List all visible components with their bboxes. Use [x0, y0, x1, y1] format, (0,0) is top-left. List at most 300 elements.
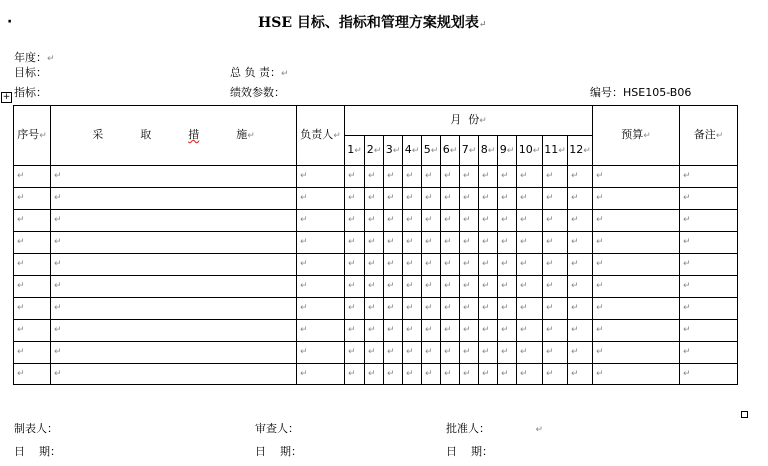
table-cell[interactable] — [568, 232, 593, 254]
table-cell[interactable] — [680, 320, 738, 342]
table-cell[interactable] — [422, 364, 441, 385]
table-cell[interactable] — [297, 298, 345, 320]
table-cell[interactable] — [568, 188, 593, 210]
paragraph-mark: ↵ — [683, 303, 691, 314]
paragraph-mark: ↵ — [348, 171, 356, 182]
table-cell[interactable] — [517, 166, 543, 188]
paragraph-mark: ↵ — [520, 215, 528, 226]
table-cell[interactable] — [14, 210, 51, 232]
month-cell — [460, 136, 479, 166]
target-field — [14, 66, 47, 79]
table-cell[interactable] — [479, 254, 498, 276]
table-cell[interactable] — [517, 254, 543, 276]
table-cell[interactable] — [51, 276, 297, 298]
table-cell[interactable] — [422, 342, 441, 364]
paragraph-mark: ↵ — [596, 347, 604, 358]
table-cell[interactable] — [441, 210, 460, 232]
table-cell[interactable] — [422, 276, 441, 298]
paragraph-mark: ↵ — [348, 325, 356, 336]
table-row — [14, 342, 738, 364]
table-row — [14, 276, 738, 298]
header-measures — [51, 106, 297, 166]
paragraph-mark: ↵ — [501, 171, 509, 182]
table-cell[interactable] — [422, 254, 441, 276]
table-cell[interactable] — [14, 276, 51, 298]
paragraph-mark: ↵ — [546, 215, 554, 226]
table-cell[interactable] — [297, 254, 345, 276]
table-cell[interactable] — [403, 298, 422, 320]
table-cell[interactable] — [460, 364, 479, 385]
table-cell[interactable] — [568, 364, 593, 385]
table-cell[interactable] — [680, 298, 738, 320]
table-cell[interactable] — [365, 364, 384, 385]
table-cell[interactable] — [479, 210, 498, 232]
paragraph-mark: ↵ — [300, 325, 308, 336]
table-cell[interactable] — [345, 364, 365, 385]
table-cell[interactable] — [498, 254, 517, 276]
paragraph-mark: ↵ — [333, 131, 341, 141]
paragraph-mark: ↵ — [425, 347, 433, 358]
month-cell — [543, 136, 568, 166]
paragraph-mark: ↵ — [281, 69, 289, 79]
table-cell[interactable] — [479, 342, 498, 364]
table-cell[interactable] — [51, 188, 297, 210]
table-cell[interactable] — [345, 166, 365, 188]
table-cell[interactable] — [543, 210, 568, 232]
table-cell[interactable] — [345, 276, 365, 298]
table-cell[interactable] — [441, 254, 460, 276]
table-cell[interactable] — [568, 342, 593, 364]
date-field — [255, 445, 302, 458]
table-cell[interactable] — [593, 276, 680, 298]
table-cell[interactable] — [441, 364, 460, 385]
paragraph-mark: ↵ — [463, 193, 471, 204]
table-cell[interactable] — [14, 342, 51, 364]
month-cell — [384, 136, 403, 166]
table-cell[interactable] — [14, 298, 51, 320]
paragraph-mark: ↵ — [17, 171, 25, 182]
table-cell[interactable] — [543, 298, 568, 320]
paragraph-mark: ↵ — [520, 368, 528, 379]
table-cell[interactable] — [460, 188, 479, 210]
paragraph-mark: ↵ — [392, 146, 401, 156]
paragraph-mark: ↵ — [546, 237, 554, 248]
table-row — [14, 254, 738, 276]
table-cell[interactable] — [593, 320, 680, 342]
table-cell[interactable] — [422, 232, 441, 254]
paragraph-mark: ↵ — [571, 215, 579, 226]
table-cell[interactable] — [568, 298, 593, 320]
table-cell[interactable] — [498, 298, 517, 320]
table-cell[interactable] — [403, 210, 422, 232]
table-cell[interactable] — [517, 276, 543, 298]
header-budget-text: 预算 — [621, 128, 644, 141]
header-month — [345, 106, 593, 136]
table-cell[interactable] — [517, 342, 543, 364]
paragraph-mark: ↵ — [300, 368, 308, 379]
month-number: 7 — [461, 143, 469, 156]
paragraph-mark: ↵ — [17, 259, 25, 270]
table-cell[interactable] — [51, 342, 297, 364]
table-cell[interactable] — [479, 364, 498, 385]
paragraph-mark: ↵ — [300, 193, 308, 204]
table-cell[interactable] — [460, 276, 479, 298]
table-cell[interactable] — [543, 232, 568, 254]
table-cell[interactable] — [680, 188, 738, 210]
table-cell[interactable] — [297, 232, 345, 254]
table-cell[interactable] — [460, 166, 479, 188]
table-cell[interactable] — [543, 276, 568, 298]
table-cell[interactable] — [441, 188, 460, 210]
table-cell[interactable] — [422, 188, 441, 210]
paragraph-mark: ↵ — [354, 146, 362, 156]
paragraph-mark: ↵ — [300, 303, 308, 314]
table-cell[interactable] — [384, 254, 403, 276]
table-cell[interactable] — [680, 210, 738, 232]
table-cell[interactable] — [297, 342, 345, 364]
table-cell[interactable] — [460, 210, 479, 232]
table-cell[interactable] — [498, 232, 517, 254]
table-cell[interactable] — [14, 320, 51, 342]
table-cell[interactable] — [498, 364, 517, 385]
table-cell[interactable] — [498, 188, 517, 210]
table-cell[interactable] — [543, 364, 568, 385]
table-cell[interactable] — [479, 298, 498, 320]
paragraph-mark: ↵ — [468, 146, 477, 156]
table-cell[interactable] — [365, 254, 384, 276]
table-cell[interactable] — [403, 254, 422, 276]
paragraph-mark: ↵ — [387, 259, 395, 270]
paragraph-mark: ↵ — [463, 325, 471, 336]
paragraph-mark: ↵ — [368, 368, 376, 379]
paragraph-mark: ↵ — [596, 171, 604, 182]
table-cell[interactable] — [384, 232, 403, 254]
month-cell — [517, 136, 543, 166]
table-cell[interactable] — [593, 298, 680, 320]
paragraph-mark: ↵ — [411, 146, 420, 156]
document-title-text: HSE 目标、指标和管理方案规划表 — [258, 15, 479, 31]
month-cell — [365, 136, 384, 166]
table-move-handle-icon[interactable]: + — [2, 92, 11, 102]
table-cell[interactable] — [51, 210, 297, 232]
month-cell — [568, 136, 593, 166]
paragraph-mark: ↵ — [479, 116, 487, 126]
table-cell[interactable] — [51, 232, 297, 254]
paragraph-mark: ↵ — [348, 368, 356, 379]
table-cell[interactable] — [441, 232, 460, 254]
paragraph-mark: ↵ — [520, 303, 528, 314]
table-cell[interactable] — [403, 320, 422, 342]
table-cell[interactable] — [51, 166, 297, 188]
table-cell[interactable] — [498, 276, 517, 298]
table-cell[interactable] — [403, 342, 422, 364]
table-cell[interactable] — [568, 254, 593, 276]
table-cell[interactable] — [14, 166, 51, 188]
table-cell[interactable] — [543, 254, 568, 276]
paragraph-mark: ↵ — [520, 171, 528, 182]
table-cell[interactable] — [345, 320, 365, 342]
paragraph-mark: ↵ — [571, 171, 579, 182]
table-cell[interactable] — [14, 254, 51, 276]
header-owner-text: 负责人 — [300, 128, 334, 141]
paragraph-mark: ↵ — [348, 193, 356, 204]
table-cell[interactable] — [680, 364, 738, 385]
paragraph-mark: ↵ — [683, 171, 691, 182]
table-cell[interactable] — [543, 188, 568, 210]
table-resize-handle-icon[interactable] — [741, 411, 748, 418]
paragraph-mark: ↵ — [300, 347, 308, 358]
paragraph-mark: ↵ — [387, 347, 395, 358]
table-cell[interactable] — [384, 298, 403, 320]
table-cell[interactable] — [422, 166, 441, 188]
paragraph-mark: ↵ — [596, 303, 604, 314]
table-cell[interactable] — [345, 342, 365, 364]
paragraph-mark: ↵ — [482, 281, 490, 292]
paragraph-mark: ↵ — [463, 303, 471, 314]
paragraph-mark: ↵ — [463, 259, 471, 270]
table-cell[interactable] — [365, 166, 384, 188]
approver-label: 批准人： — [446, 422, 490, 435]
table-cell[interactable] — [593, 342, 680, 364]
table-cell[interactable] — [593, 166, 680, 188]
table-cell[interactable] — [543, 342, 568, 364]
table-cell[interactable] — [345, 188, 365, 210]
paragraph-mark: ↵ — [406, 193, 414, 204]
table-cell[interactable] — [479, 188, 498, 210]
paragraph-mark: ↵ — [583, 146, 591, 156]
paragraph-mark: ↵ — [300, 237, 308, 248]
code-label: 编号：HSE105-B06 — [590, 86, 692, 99]
paragraph-mark: ↵ — [683, 325, 691, 336]
table-cell[interactable] — [403, 276, 422, 298]
table-cell[interactable] — [345, 254, 365, 276]
table-cell[interactable] — [365, 320, 384, 342]
table-cell[interactable] — [517, 210, 543, 232]
paragraph-mark: ↵ — [406, 237, 414, 248]
table-cell[interactable] — [680, 232, 738, 254]
paragraph-mark: ↵ — [501, 215, 509, 226]
table-cell[interactable] — [517, 320, 543, 342]
paragraph-mark: ↵ — [425, 193, 433, 204]
paragraph-mark: ↵ — [482, 237, 490, 248]
paragraph-mark: ↵ — [368, 281, 376, 292]
paragraph-mark: ↵ — [478, 20, 487, 30]
paragraph-mark: ↵ — [17, 237, 25, 248]
table-cell[interactable] — [297, 210, 345, 232]
table-cell[interactable] — [498, 210, 517, 232]
paragraph-mark: ↵ — [449, 146, 458, 156]
month-number: 3 — [385, 143, 393, 156]
table-cell[interactable] — [384, 210, 403, 232]
table-cell[interactable] — [680, 276, 738, 298]
table-cell[interactable] — [384, 166, 403, 188]
table-cell[interactable] — [568, 166, 593, 188]
paragraph-mark: ↵ — [463, 347, 471, 358]
table-cell[interactable] — [460, 254, 479, 276]
table-cell[interactable] — [593, 254, 680, 276]
table-cell[interactable] — [479, 166, 498, 188]
table-cell[interactable] — [568, 276, 593, 298]
table-cell[interactable] — [384, 276, 403, 298]
table-cell[interactable] — [568, 320, 593, 342]
month-number: 12 — [569, 143, 584, 156]
paragraph-mark: ↵ — [425, 171, 433, 182]
table-cell[interactable] — [441, 298, 460, 320]
header-budget — [593, 106, 680, 166]
paragraph-mark: ↵ — [17, 325, 25, 336]
table-cell[interactable] — [51, 254, 297, 276]
month-number: 1 — [347, 143, 355, 156]
indicator-label: 指标： — [14, 86, 47, 99]
table-cell[interactable] — [460, 320, 479, 342]
table-cell[interactable] — [517, 232, 543, 254]
table-cell[interactable] — [593, 364, 680, 385]
table-cell[interactable] — [297, 276, 345, 298]
paragraph-mark: ↵ — [596, 368, 604, 379]
paragraph-mark: ↵ — [683, 259, 691, 270]
table-cell[interactable] — [51, 298, 297, 320]
table-cell[interactable] — [14, 232, 51, 254]
table-cell[interactable] — [422, 298, 441, 320]
table-cell[interactable] — [297, 188, 345, 210]
table-cell[interactable] — [568, 210, 593, 232]
table-cell[interactable] — [498, 342, 517, 364]
paragraph-mark: ↵ — [54, 215, 62, 226]
paragraph-mark: ↵ — [683, 215, 691, 226]
table-row — [14, 188, 738, 210]
month-cell — [498, 136, 517, 166]
table-cell[interactable] — [51, 364, 297, 385]
table-cell[interactable] — [517, 364, 543, 385]
table-cell[interactable] — [517, 298, 543, 320]
paragraph-mark: ↵ — [368, 259, 376, 270]
table-cell[interactable] — [441, 342, 460, 364]
table-cell[interactable] — [384, 320, 403, 342]
table-cell[interactable] — [498, 320, 517, 342]
table-cell[interactable] — [441, 320, 460, 342]
table-cell[interactable] — [365, 342, 384, 364]
paragraph-mark: ↵ — [546, 325, 554, 336]
table-cell[interactable] — [403, 166, 422, 188]
table-cell[interactable] — [345, 210, 365, 232]
table-cell[interactable] — [403, 364, 422, 385]
table-cell[interactable] — [517, 188, 543, 210]
paragraph-mark: ↵ — [596, 215, 604, 226]
table-cell[interactable] — [403, 188, 422, 210]
table-cell[interactable] — [680, 254, 738, 276]
table-cell[interactable] — [479, 276, 498, 298]
table-row — [14, 364, 738, 385]
table-cell[interactable] — [14, 364, 51, 385]
table-row — [14, 166, 738, 188]
table-cell[interactable] — [593, 210, 680, 232]
paragraph-mark: ↵ — [596, 237, 604, 248]
table-cell[interactable] — [422, 210, 441, 232]
table-cell[interactable] — [365, 232, 384, 254]
table-cell[interactable] — [345, 298, 365, 320]
paragraph-mark: ↵ — [373, 146, 382, 156]
table-cell[interactable] — [479, 320, 498, 342]
date-field — [446, 445, 493, 458]
table-cell[interactable] — [593, 188, 680, 210]
paragraph-mark: ↵ — [546, 368, 554, 379]
table-cell[interactable] — [297, 166, 345, 188]
table-cell[interactable] — [365, 188, 384, 210]
table-cell[interactable] — [384, 188, 403, 210]
paragraph-mark: ↵ — [425, 259, 433, 270]
table-cell[interactable] — [365, 276, 384, 298]
table-cell[interactable] — [365, 298, 384, 320]
paragraph-mark: ↵ — [54, 259, 62, 270]
paragraph-mark: ↵ — [348, 259, 356, 270]
table-cell[interactable] — [297, 320, 345, 342]
table-cell[interactable] — [460, 342, 479, 364]
paragraph-mark: ↵ — [300, 215, 308, 226]
table-cell[interactable] — [498, 166, 517, 188]
table-cell[interactable] — [593, 232, 680, 254]
paragraph-mark: ↵ — [571, 368, 579, 379]
paragraph-mark: ↵ — [444, 171, 452, 182]
table-cell[interactable] — [543, 166, 568, 188]
paragraph-mark: ↵ — [463, 281, 471, 292]
table-cell[interactable] — [543, 320, 568, 342]
paragraph-mark: ↵ — [571, 281, 579, 292]
table-cell[interactable] — [365, 210, 384, 232]
header-remark — [680, 106, 738, 166]
table-cell[interactable] — [345, 232, 365, 254]
table-cell[interactable] — [14, 188, 51, 210]
table-cell[interactable] — [479, 232, 498, 254]
paragraph-mark: ↵ — [501, 325, 509, 336]
plan-table — [13, 105, 738, 385]
table-cell[interactable] — [51, 320, 297, 342]
paragraph-mark: ↵ — [571, 259, 579, 270]
table-cell[interactable] — [384, 342, 403, 364]
paragraph-mark: ↵ — [487, 146, 496, 156]
table-cell[interactable] — [422, 320, 441, 342]
table-cell[interactable] — [460, 298, 479, 320]
paragraph-mark: ↵ — [425, 215, 433, 226]
table-cell[interactable] — [441, 166, 460, 188]
kpi-field — [230, 86, 285, 99]
paragraph-mark: ↵ — [482, 325, 490, 336]
paragraph-mark: ↵ — [683, 193, 691, 204]
paragraph-mark: ↵ — [387, 215, 395, 226]
paragraph-mark: ↵ — [571, 193, 579, 204]
responsible-field — [230, 66, 289, 81]
table-cell[interactable] — [297, 364, 345, 385]
table-cell[interactable] — [441, 276, 460, 298]
paragraph-mark: ↵ — [501, 259, 509, 270]
paragraph-mark: ↵ — [406, 281, 414, 292]
table-cell[interactable] — [403, 232, 422, 254]
table-cell[interactable] — [384, 364, 403, 385]
month-cell — [479, 136, 498, 166]
table-cell[interactable] — [460, 232, 479, 254]
paragraph-mark: ↵ — [425, 325, 433, 336]
paragraph-mark: ↵ — [247, 131, 255, 141]
paragraph-mark: ↵ — [54, 193, 62, 204]
paragraph-mark: ↵ — [54, 303, 62, 314]
table-cell[interactable] — [680, 166, 738, 188]
month-cell — [403, 136, 422, 166]
month-number: 11 — [544, 143, 559, 156]
paragraph-mark: ↵ — [571, 325, 579, 336]
paragraph-mark: ↵ — [54, 347, 62, 358]
paragraph-mark: ↵ — [444, 237, 452, 248]
table-cell[interactable] — [680, 342, 738, 364]
header-measures-char: 采 — [92, 128, 104, 141]
